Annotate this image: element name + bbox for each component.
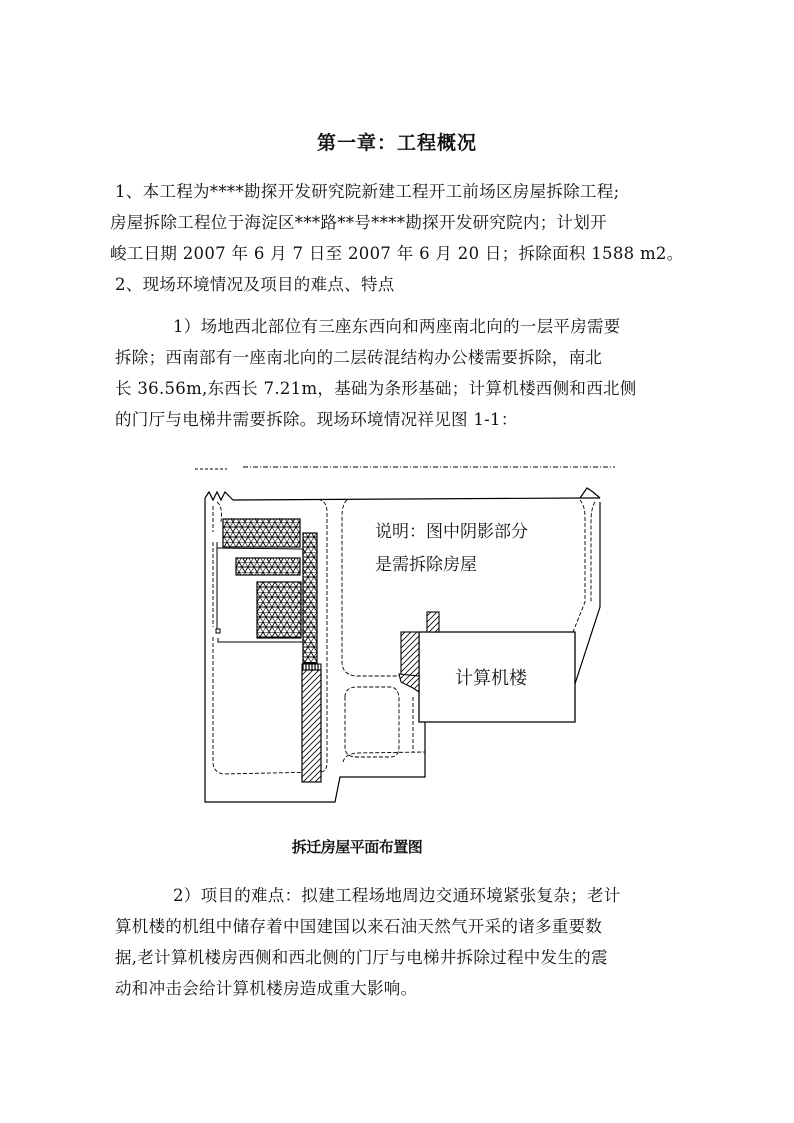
demolish-office-building <box>302 664 321 782</box>
note-line-2: 是需拆除房屋 <box>375 555 477 575</box>
figure-caption: 拆迁房屋平面布置图 <box>291 838 423 856</box>
house-ns-2 <box>303 533 317 663</box>
demolish-single-storey-houses <box>223 519 317 663</box>
house-ew-1 <box>223 519 300 547</box>
text-line: 动和冲击会给计算机楼房造成重大影响。 <box>115 979 418 998</box>
text-line: 算机楼的机组中储存着中国建国以来石油天然气开采的诸多重要数 <box>115 917 603 936</box>
text-line: 房屋拆除工程位于海淀区***路**号****勘探开发研究院内；计划开 <box>110 213 607 232</box>
section-2-item-1-paragraph <box>115 311 685 435</box>
house-ew-2 <box>236 558 300 575</box>
section-1-paragraph <box>110 176 685 300</box>
site-plan-diagram <box>185 462 625 807</box>
text-line: 1）场地西北部位有三座东西向和两座南北向的一层平房需要 <box>173 317 621 336</box>
text-line: 1、本工程为****勘探开发研究院新建工程开工前场区房屋拆除工程; <box>115 182 620 201</box>
text-line: 据,老计算机楼房西侧和西北侧的门厅与电梯井拆除过程中发生的震 <box>115 948 608 967</box>
diagram-note <box>375 522 528 575</box>
computer-building-label: 计算机楼 <box>455 668 527 689</box>
section-2-item-2-paragraph <box>115 880 685 1004</box>
text-line: 长 36.56m,东西长 7.21m，基础为条形基础；计算机楼西侧和西北侧 <box>115 379 637 398</box>
text-line: 的门厅与电梯井需要拆除。现场环境情况祥见图 1-1： <box>115 410 518 429</box>
text-line: 峻工日期 2007 年 6 月 7 日至 2007 年 6 月 20 日；拆除面积 1588 m2。 <box>110 244 684 263</box>
road-boundary <box>195 467 615 469</box>
text-line: 拆除；西南部有一座南北向的二层砖混结构办公楼需要拆除，南北 <box>115 348 603 367</box>
note-line-1: 说明：图中阴影部分 <box>375 522 528 542</box>
computer-building <box>419 632 575 722</box>
text-line: 2）项目的难点：拟建工程场地周边交通环境紧张复杂；老计 <box>173 886 621 905</box>
chapter-title: 第一章：工程概况 <box>316 132 477 154</box>
house-ns-1 <box>257 582 301 638</box>
section-heading: 2、现场环境情况及项目的难点、特点 <box>115 275 395 294</box>
